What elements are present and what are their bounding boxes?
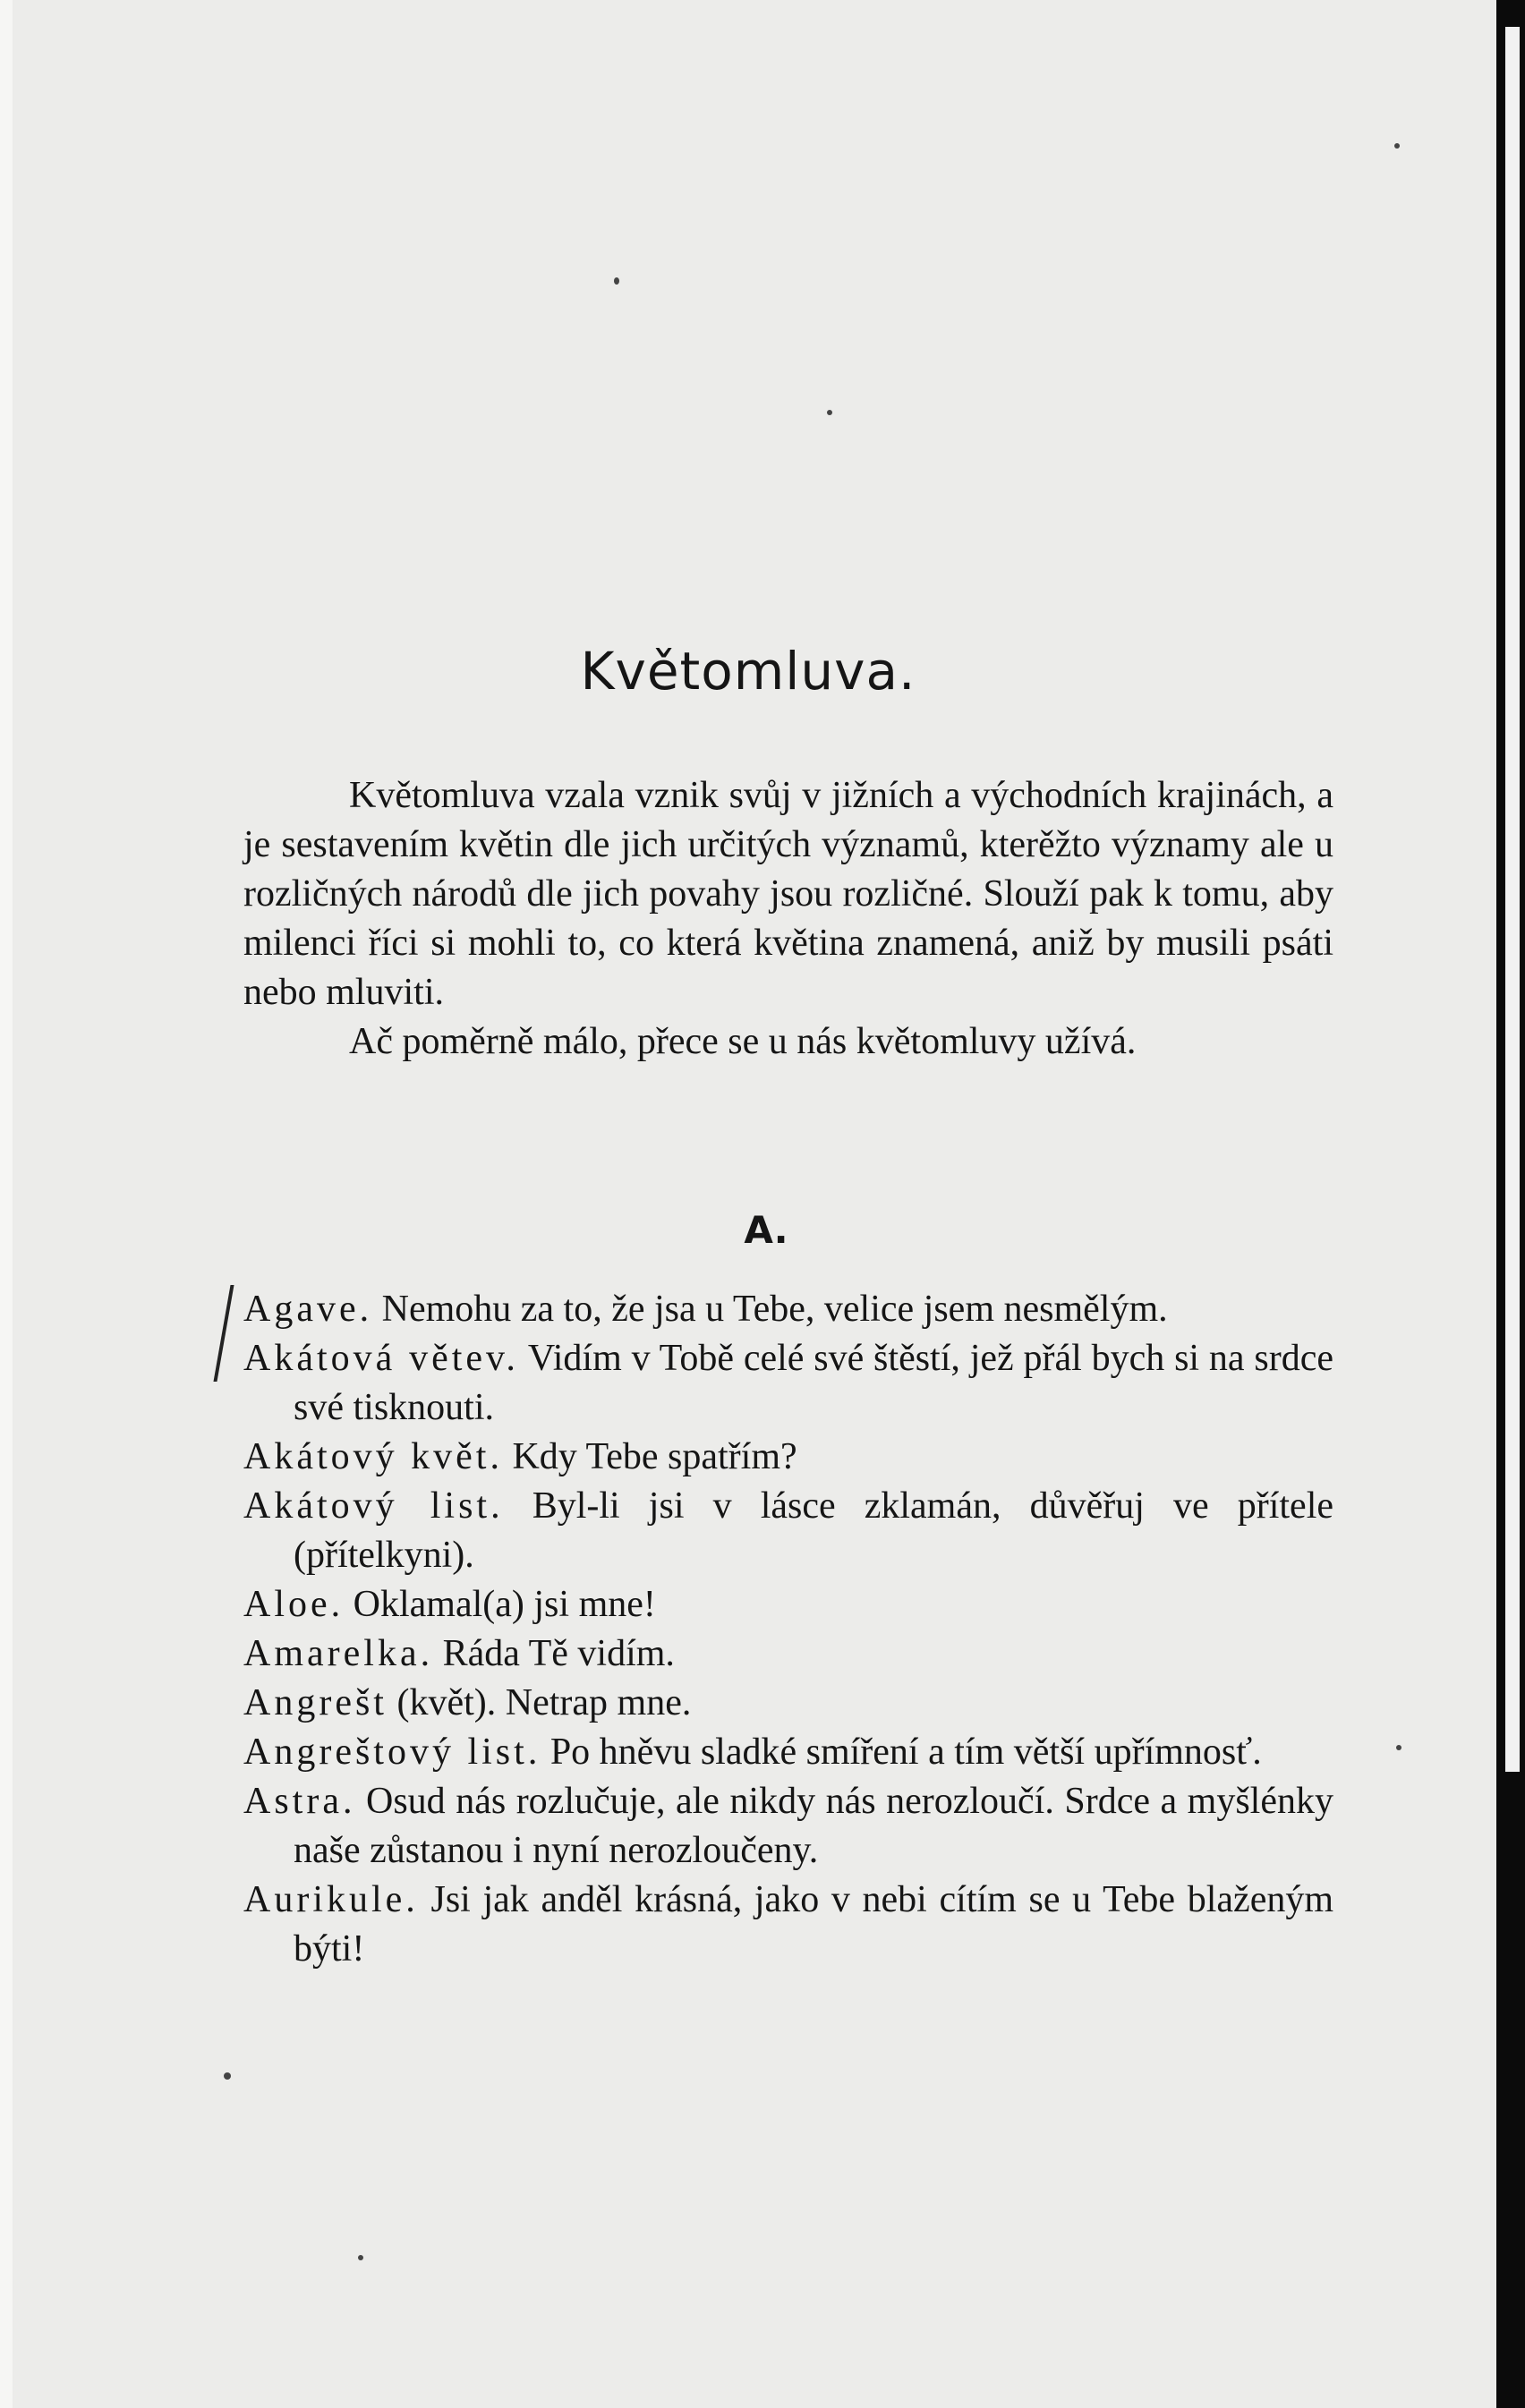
entry-akatovy-kvet — [243, 1433, 1333, 1482]
speck — [1394, 143, 1400, 149]
page-title: Květomluva. — [580, 641, 916, 702]
entry-term: Agave. — [243, 1289, 373, 1330]
entry-akatovy-list — [243, 1482, 1333, 1580]
entry-term: Aloe. — [243, 1584, 345, 1625]
entry-meaning: Kdy Tebe spatřím? — [512, 1436, 797, 1477]
entry-term: Amarelka. — [243, 1633, 434, 1674]
page-left-edge — [0, 0, 13, 2408]
entry-angrestovy-list — [243, 1728, 1333, 1777]
entry-meaning: Jsi jak anděl krásná, jako v nebi cítím se u Tebe blaženým býti! — [294, 1879, 1334, 1970]
entry-aurikule — [243, 1876, 1333, 1974]
entry-meaning: Byl-li jsi v lásce zklamán, důvěřuj ve přítele (přítelkyni). — [294, 1485, 1334, 1576]
entry-akatova-vetev — [243, 1334, 1333, 1433]
entry-meaning: (květ). Netrap mne. — [396, 1682, 692, 1723]
entry-amarelka — [243, 1629, 1333, 1679]
speck — [1396, 1745, 1401, 1750]
intro-paragraph-2: Ač poměrně málo, přece se u nás květomluvy užívá. — [349, 1021, 1137, 1062]
entry-agave — [243, 1285, 1333, 1334]
intro-paragraph-1: Květomluva vzala vznik svůj v jižních a východních krajinách, a je sestavením květin dle jich určitých významů, kterěžto významy ale u rozličných národů dle jich povahy jsou rozličné. Slouží pak k tomu, aby milenci říci si mohli to, co která květina znamená, aniž by musili psáti nebo mluviti. — [243, 775, 1333, 1013]
entry-term: Akátová větev. — [243, 1338, 519, 1379]
entry-list — [243, 1285, 1333, 1974]
entry-aloe — [243, 1580, 1333, 1629]
speck — [827, 410, 832, 415]
entry-angrest — [243, 1679, 1333, 1728]
entry-meaning: Ráda Tě vidím. — [442, 1633, 675, 1674]
entry-term: Aurikule. — [243, 1879, 419, 1920]
entry-meaning: Po hněvu sladké smíření a tím větší upřímnosť. — [550, 1732, 1262, 1773]
entry-meaning: Nemohu za to, že jsa u Tebe, velice jsem nesmělým. — [381, 1289, 1168, 1330]
speck — [614, 277, 619, 285]
entry-meaning: Oklamal(a) jsi mne! — [353, 1584, 656, 1625]
entry-term: Angreštový list. — [243, 1732, 541, 1773]
scan-border-inner — [1505, 27, 1520, 1772]
entry-term: Astra. — [243, 1781, 356, 1822]
entry-astra — [243, 1777, 1333, 1876]
entry-meaning: Vidím v Tobě celé své štěstí, jež přál bych si na srdce své tisknouti. — [294, 1338, 1334, 1428]
speck — [358, 2255, 363, 2260]
intro-text — [243, 771, 1333, 1067]
entry-term: Angrešt — [243, 1682, 388, 1723]
entry-meaning: Osud nás rozlučuje, ale nikdy nás nerozloučí. Srdce a myšlénky naše zůstanou i nyní nerozloučeny. — [294, 1781, 1333, 1871]
section-heading: A. — [744, 1208, 788, 1252]
entry-term: Akátový list. — [243, 1485, 504, 1527]
entry-term: Akátový květ. — [243, 1436, 503, 1477]
speck — [224, 2072, 231, 2080]
